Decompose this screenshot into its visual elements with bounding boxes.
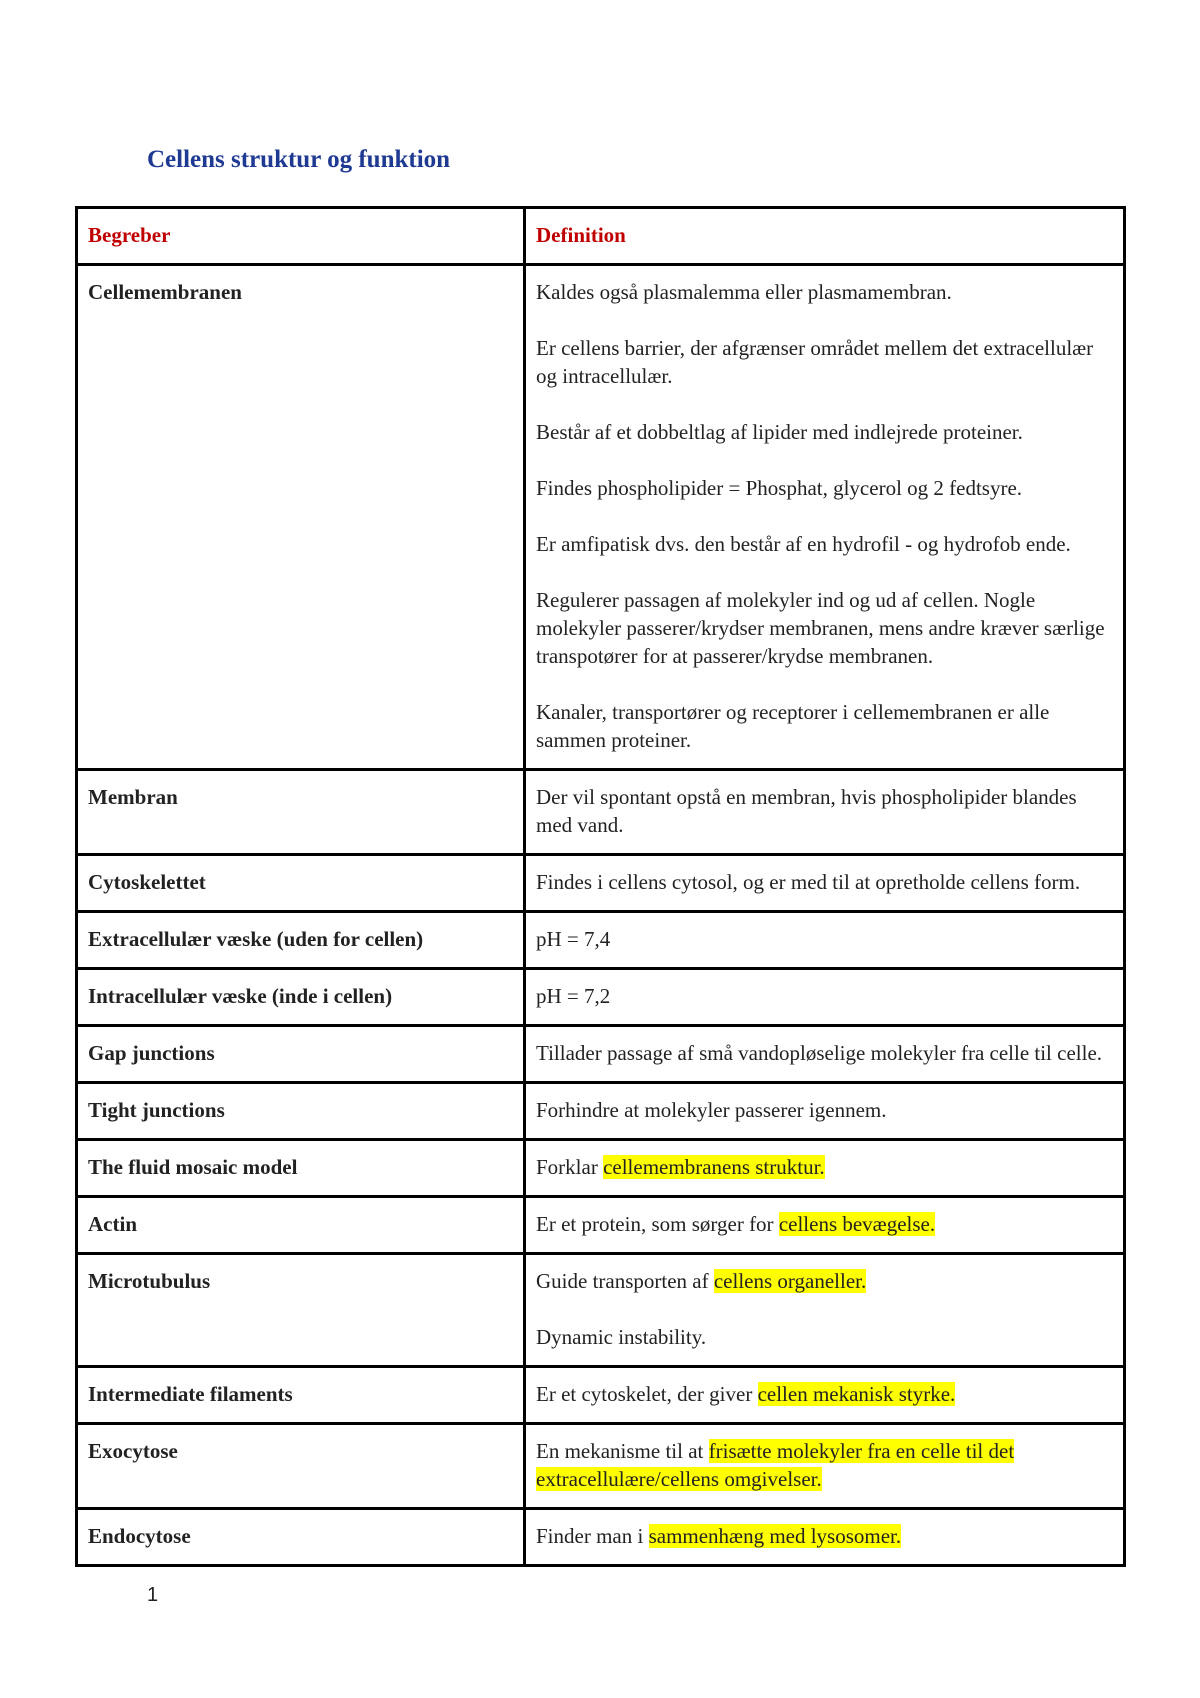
table-row xyxy=(77,1509,1125,1566)
definition-paragraph xyxy=(536,530,1113,558)
definition-text: Findes phospholipider = Phosphat, glycerol og 2 fedtsyre. xyxy=(536,476,1023,500)
definition-text: Regulerer passagen af molekyler ind og ud af cellen. Nogle molekyler passerer/krydser membranen, mens andre kræver særlige transpotører for at passerer/krydse membranen. xyxy=(536,588,1105,668)
term-cell: Exocytose xyxy=(77,1424,525,1509)
definition-cell xyxy=(525,912,1125,969)
table-row xyxy=(77,912,1125,969)
definition-paragraph xyxy=(536,1437,1113,1493)
definition-paragraph xyxy=(536,418,1113,446)
term-cell: Intermediate filaments xyxy=(77,1367,525,1424)
term-cell: Endocytose xyxy=(77,1509,525,1566)
definition-text: Er et protein, som sørger for xyxy=(536,1212,779,1236)
definition-text: Er amfipatisk dvs. den består af en hydrofil - og hydrofob ende. xyxy=(536,532,1071,556)
definition-text: Er et cytoskelet, der giver xyxy=(536,1382,758,1406)
page-number: 1 xyxy=(147,1584,159,1606)
definition-text: Kaldes også plasmalemma eller plasmamembran. xyxy=(536,280,952,304)
definition-text: Forklar xyxy=(536,1155,604,1179)
term-cell: Cytoskelettet xyxy=(77,855,525,912)
definition-paragraph xyxy=(536,1522,1113,1550)
term-cell: The fluid mosaic model xyxy=(77,1140,525,1197)
highlighted-text: sammenhæng med lysosomer. xyxy=(648,1524,902,1548)
term-cell: Microtubulus xyxy=(77,1254,525,1367)
definition-cell xyxy=(525,1254,1125,1367)
definition-cell xyxy=(525,1509,1125,1566)
definition-paragraph xyxy=(536,278,1113,306)
table-row xyxy=(77,855,1125,912)
definition-cell xyxy=(525,1083,1125,1140)
definition-paragraph xyxy=(536,868,1113,896)
term-cell: Tight junctions xyxy=(77,1083,525,1140)
definition-paragraph xyxy=(536,925,1113,953)
definition-cell xyxy=(525,969,1125,1026)
definition-cell xyxy=(525,855,1125,912)
definition-paragraph xyxy=(536,474,1113,502)
definition-paragraph xyxy=(536,1323,1113,1351)
highlighted-text: frisætte molekyler fra en celle til det extracellulære/cellens omgivelser. xyxy=(536,1439,1015,1491)
table-row xyxy=(77,1424,1125,1509)
definition-text: Er cellens barrier, der afgrænser området mellem det extracellulær og intracellulær. xyxy=(536,336,1094,388)
highlighted-text: cellens organeller. xyxy=(713,1269,867,1293)
table-row xyxy=(77,969,1125,1026)
definition-paragraph xyxy=(536,334,1113,390)
definition-paragraph xyxy=(536,586,1113,670)
term-cell: Actin xyxy=(77,1197,525,1254)
definition-cell xyxy=(525,1026,1125,1083)
definition-text: Tillader passage af små vandopløselige molekyler fra celle til celle. xyxy=(536,1041,1103,1065)
definition-paragraph xyxy=(536,1267,1113,1295)
definition-cell xyxy=(525,1367,1125,1424)
table-row xyxy=(77,1254,1125,1367)
definition-text: En mekanisme til at xyxy=(536,1439,709,1463)
highlighted-text: cellen mekanisk styrke. xyxy=(757,1382,956,1406)
definition-paragraph xyxy=(536,698,1113,754)
definition-cell xyxy=(525,1424,1125,1509)
highlighted-text: cellemembranens struktur. xyxy=(603,1155,825,1179)
definition-text: Dynamic instability. xyxy=(536,1325,707,1349)
table-row xyxy=(77,265,1125,770)
definition-text: Finder man i xyxy=(536,1524,649,1548)
table-body xyxy=(77,265,1125,1566)
definition-text: pH = 7,2 xyxy=(536,984,611,1008)
table-header-row xyxy=(77,208,1125,265)
terms-table xyxy=(75,206,1126,1567)
table-row xyxy=(77,1083,1125,1140)
header-term: Begreber xyxy=(77,208,525,265)
definition-text: Består af et dobbeltlag af lipider med indlejrede proteiner. xyxy=(536,420,1023,444)
definition-text: Kanaler, transportører og receptorer i cellemembranen er alle sammen proteiner. xyxy=(536,700,1050,752)
term-cell: Cellemembranen xyxy=(77,265,525,770)
definition-paragraph xyxy=(536,1210,1113,1238)
definition-paragraph xyxy=(536,1153,1113,1181)
table-row xyxy=(77,1367,1125,1424)
definition-cell xyxy=(525,1197,1125,1254)
definition-cell xyxy=(525,265,1125,770)
definition-cell xyxy=(525,1140,1125,1197)
table-row xyxy=(77,1140,1125,1197)
header-definition: Definition xyxy=(525,208,1125,265)
definition-paragraph xyxy=(536,1039,1113,1067)
table-row xyxy=(77,770,1125,855)
table-row xyxy=(77,1197,1125,1254)
term-cell: Gap junctions xyxy=(77,1026,525,1083)
definition-text: Guide transporten af xyxy=(536,1269,714,1293)
table-row xyxy=(77,1026,1125,1083)
highlighted-text: cellens bevægelse. xyxy=(778,1212,936,1236)
term-cell: Intracellulær væske (inde i cellen) xyxy=(77,969,525,1026)
definition-text: Der vil spontant opstå en membran, hvis phospholipider blandes med vand. xyxy=(536,785,1077,837)
term-cell: Extracellulær væske (uden for cellen) xyxy=(77,912,525,969)
page-title: Cellens struktur og funktion xyxy=(147,146,451,173)
definition-paragraph xyxy=(536,783,1113,839)
definition-paragraph xyxy=(536,1380,1113,1408)
definition-text: Findes i cellens cytosol, og er med til at opretholde cellens form. xyxy=(536,870,1081,894)
definition-paragraph xyxy=(536,1096,1113,1124)
definition-text: Forhindre at molekyler passerer igennem. xyxy=(536,1098,887,1122)
term-cell: Membran xyxy=(77,770,525,855)
definition-paragraph xyxy=(536,982,1113,1010)
definition-cell xyxy=(525,770,1125,855)
definition-text: pH = 7,4 xyxy=(536,927,611,951)
